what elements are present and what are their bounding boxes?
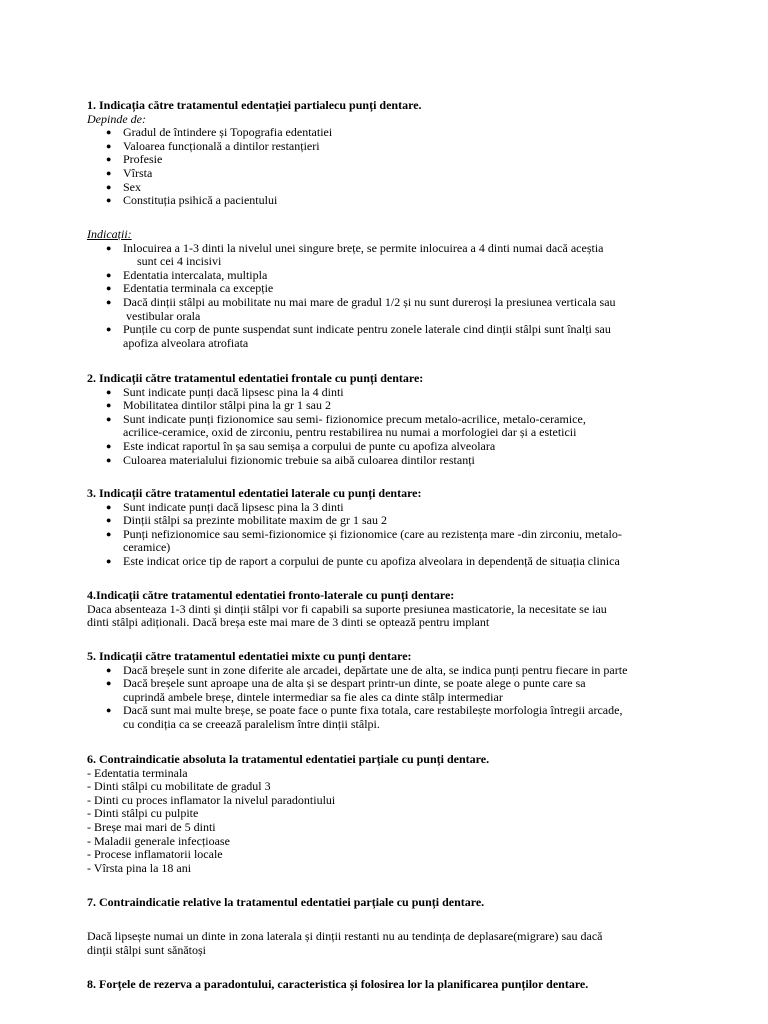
list-item-text-cont: sunt cei 4 incisivi	[137, 254, 222, 269]
list-item-text: Punțile cu corp de punte suspendat sunt indicate pentru zonele laterale cind dinții stâlpi sunt înalți sau	[123, 322, 611, 337]
list-item: ● Sex	[87, 181, 647, 195]
list-item	[87, 413, 647, 440]
section-3	[87, 487, 647, 569]
list-item-text: Este indicat raportul în șa sau semișa a corpului de punte cu apofiza alveolara	[123, 438, 496, 453]
section-7-line-1: Dacă lipsește numai un dinte in zona laterala și dinții restanti nu au tendința de deplasare(migrare) sau dacă	[87, 929, 603, 943]
list-item-text-cont: apofiza alveolara atrofiata	[123, 335, 249, 350]
section-7	[87, 896, 687, 910]
list-item	[87, 501, 647, 515]
section-2-title: 2. Indicații către tratamentul edentatiei frontale cu punți dentare:	[87, 371, 424, 385]
list-item-text-cont: vestibular orala	[126, 308, 201, 323]
list-item	[87, 399, 647, 413]
list-item	[87, 296, 647, 323]
section-1-depends: Depinde de:	[87, 111, 146, 126]
section-3-list	[87, 501, 647, 569]
list-item-text: Sunt indicate punți fizionomice sau semi- fizionomice precum metalo-acrilice, metalo-ceramice,	[123, 411, 586, 426]
list-item	[87, 323, 647, 350]
section-4-line-2: dinti stâlpi adiționali. Dacă breșa este mai mare de 3 dinti se optează pentru implant	[87, 615, 490, 630]
list-item: - Vîrsta pina la 18 ani	[87, 860, 192, 875]
list-item	[87, 528, 647, 555]
section-4-line-1: Daca absenteaza 1-3 dinti și dinții stâlpi vor fi capabili sa suporte presiunea masticatorie, la necesitate se iau	[87, 601, 607, 616]
list-item	[87, 704, 687, 731]
list-item	[87, 269, 647, 283]
section-1	[87, 99, 647, 208]
list-item: - Dinti stâlpi cu pulpite	[87, 806, 199, 821]
list-item	[87, 242, 647, 269]
section-1-list	[87, 126, 647, 208]
section-8	[87, 978, 727, 992]
list-item: ● Valoarea funcțională a dintilor restanțieri	[87, 140, 647, 154]
list-item-text: Inlocuirea a 1-3 dinti la nivelul unei singure brețe, se permite inlocuirea a 4 dinti numai dacă aceștia	[123, 240, 604, 255]
section-3-title: 3. Indicații către tratamentul edentatiei laterale cu punți dentare:	[87, 486, 422, 500]
section-6-list	[87, 767, 647, 876]
section-5-list	[87, 664, 687, 732]
list-item	[87, 386, 647, 400]
section-2-list	[87, 386, 647, 468]
list-item-text: Dacă breșele sunt aproape una de alta și se despart printr-un dinte, se poate alege o punte care sa	[123, 676, 586, 691]
list-item	[87, 664, 687, 678]
list-item: ● Profesie	[87, 153, 647, 167]
list-item-text: Sunt indicate punți dacă lipsesc pina la 4 dinti	[123, 384, 344, 399]
section-6-title: 6. Contraindicatie absoluta la tratamentul edentatiei parțiale cu punți dentare.	[87, 752, 490, 766]
list-item-text: Mobilitatea dintilor stâlpi pina la gr 1 sau 2	[123, 398, 331, 413]
list-item-text-cont: cuprindă ambele breșe, dintele intermediar sa fie ales ca dinte stâlp intermediar	[123, 689, 503, 704]
list-item-text: Dacă dinții stâlpi au mobilitate nu mai mare de gradul 1/2 și nu sunt dureroși la presiunea verticala sau	[123, 294, 616, 309]
section-7-body	[87, 930, 687, 957]
list-item: - Edentatia terminala	[87, 765, 188, 780]
section-7-title: 7. Contraindicatie relative la tratamentul edentatiei parțiale cu punți dentare.	[87, 895, 485, 909]
section-1-indications-title: Indicații:	[87, 227, 132, 241]
list-item-text-cont: ceramice)	[123, 540, 171, 555]
list-item-text: Sunt indicate punți dacă lipsesc pina la 3 dinti	[123, 499, 344, 514]
list-item-text: Punți nefizionomice sau semi-fizionomice și fizionomice (care au rezistența mare -din zirconiu, metalo-	[123, 526, 622, 541]
section-7-line-2: dinții stâlpi sunt sănătoși	[87, 942, 206, 957]
section-5-title: 5. Indicații către tratamentul edentatiei mixte cu punți dentare:	[87, 649, 412, 663]
list-item: - Dinti cu proces inflamator la nivelul paradontiului	[87, 792, 336, 807]
list-item-text: Dacă sunt mai multe breșe, se poate face o punte fixa totala, care restabilește morfologia întregii arcade,	[123, 703, 623, 718]
section-6	[87, 753, 647, 875]
list-item	[87, 555, 647, 569]
list-item: - Procese inflamatorii locale	[87, 847, 223, 862]
list-item	[87, 282, 647, 296]
section-2	[87, 372, 647, 467]
list-item: - Maladii generale infecțioase	[87, 833, 230, 848]
list-item	[87, 514, 647, 528]
list-item: - Breșe mai mari de 5 dinti	[87, 819, 216, 834]
list-item-text: Este indicat orice tip de raport a corpului de punte cu apofiza alveolara in dependență de situația clinica	[123, 553, 620, 568]
list-item-text-cont: acrilice-ceramice, oxid de zirconiu, pentru restabilirea nu numai a morfologiei dar și a esteticii	[123, 425, 577, 440]
list-item	[87, 677, 687, 704]
list-item: ● Vîrsta	[87, 167, 647, 181]
list-item: ● Constituția psihică a pacientului	[87, 194, 647, 208]
list-item-text: Edentatia intercalata, multipla	[123, 267, 268, 282]
list-item-text: Culoarea materialului fizionomic trebuie sa aibă culoarea dintilor restanți	[123, 452, 475, 467]
section-8-title: 8. Forțele de rezerva a paradontului, caracteristica și folosirea lor la planificarea punților dentare.	[87, 977, 589, 991]
list-item: - Dinti stâlpi cu mobilitate de gradul 3	[87, 779, 271, 794]
list-item-text-cont: cu condiția ca se creează paralelism între dinții stâlpi.	[123, 716, 380, 731]
section-1-title: 1. Indicația către tratamentul edentației partialecu punți dentare.	[87, 98, 422, 112]
section-1-indications-list	[87, 242, 647, 351]
list-item	[87, 440, 647, 454]
list-item-text: Edentatia terminala ca excepție	[123, 281, 274, 296]
list-item-text: Dacă breșele sunt in zone diferite ale arcadei, depărtate une de alta, se indica punți pentru fiecare in parte	[123, 662, 628, 677]
list-item-text: Dinții stâlpi sa prezinte mobilitate maxim de gr 1 sau 2	[123, 513, 387, 528]
list-item: ● Gradul de întindere și Topografia edentatiei	[87, 126, 647, 140]
section-5	[87, 650, 687, 732]
section-4-title: 4.Indicații către tratamentul edentatiei fronto-laterale cu punți dentare:	[87, 588, 455, 602]
list-item	[87, 454, 647, 468]
section-1-indications	[87, 228, 647, 350]
section-4	[87, 589, 687, 630]
